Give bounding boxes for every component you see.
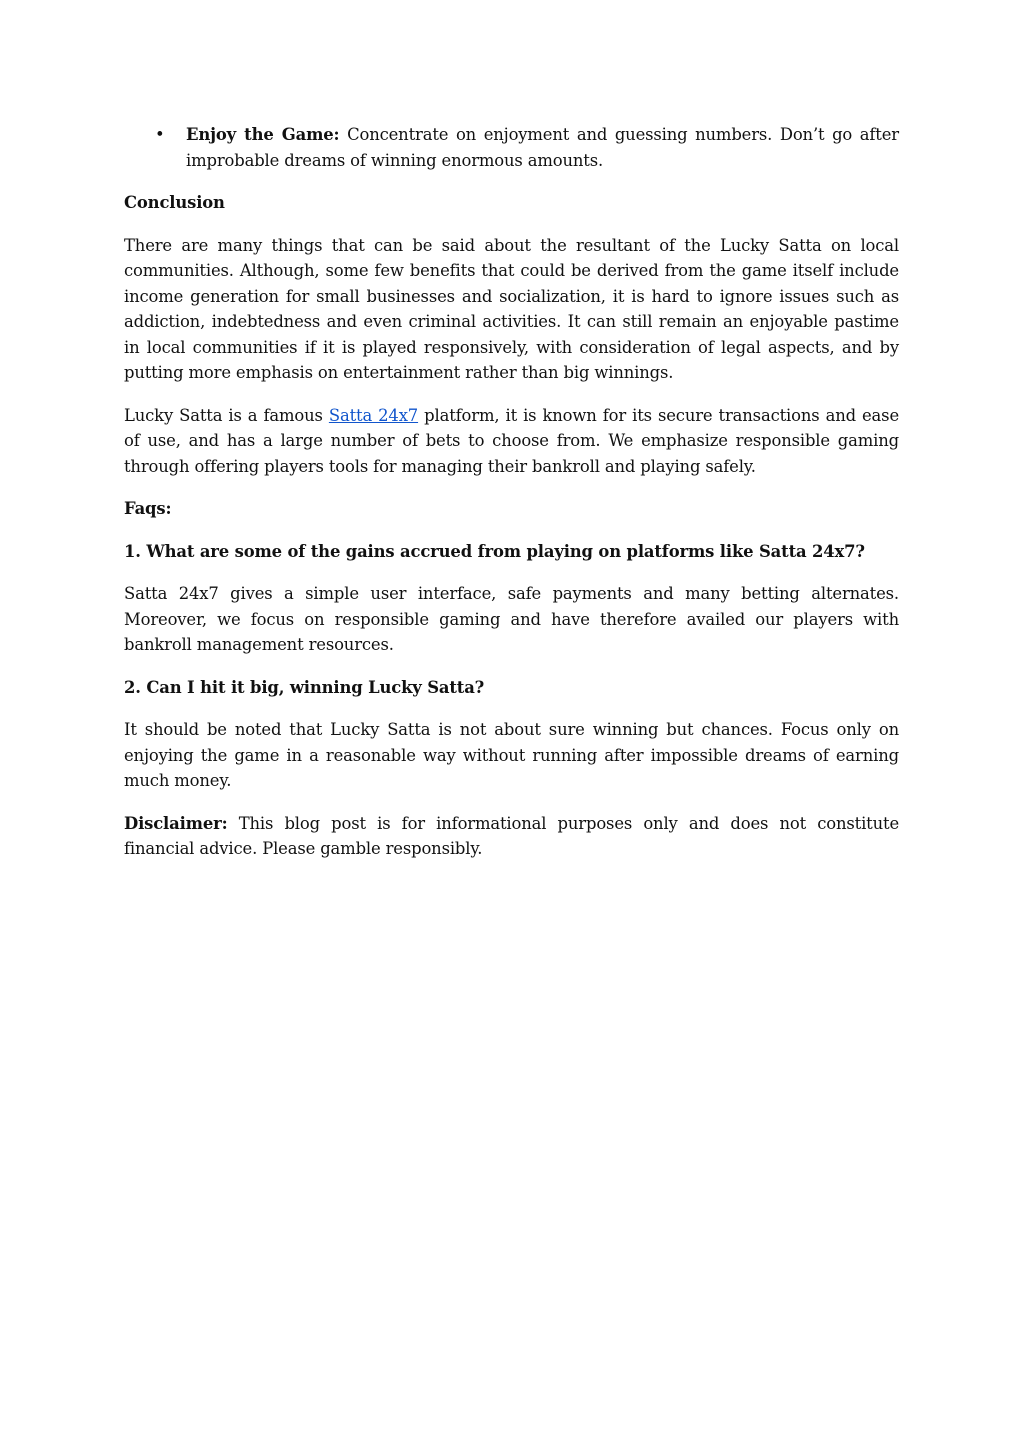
faq-answer-1: Satta 24x7 gives a simple user interface, safe payments and many betting alternates. Moreover, we focus on responsible gaming and have therefore availed our players with bankroll management resources. (124, 584, 899, 654)
faq-question-1: 1. What are some of the gains accrued from playing on platforms like Satta 24x7? (124, 541, 865, 561)
satta-24x7-link[interactable]: Satta 24x7 (328, 405, 419, 425)
promo-paragraph (124, 403, 899, 480)
disclaimer-paragraph (124, 811, 899, 862)
faq-answer-2: It should be noted that Lucky Satta is not about sure winning but chances. Focus only on enjoying the game in a reasonable way without running after impossible dreams of earning much money. (124, 720, 899, 790)
document-page (124, 122, 899, 879)
promo-text-after: platform, it is known for its secure transactions and ease of use, and has a large number of bets to choose from. We emphasize responsible gaming through offering players tools for managing their bankroll and playing safely. (124, 405, 899, 476)
tips-list (124, 122, 899, 173)
conclusion-heading: Conclusion (124, 193, 225, 212)
disclaimer-label: Disclaimer: (124, 813, 228, 833)
tip-text: Concentrate on enjoyment and guessing numbers. Don’t go after improbable dreams of winning enormous amounts. (186, 125, 899, 170)
faq-question-2: 2. Can I hit it big, winning Lucky Satta? (124, 677, 485, 697)
faqs-heading: Faqs: (124, 499, 172, 518)
disclaimer-text: This blog post is for informational purposes only and does not constitute financial advice. Please gamble responsibly. (124, 813, 899, 858)
bullet-marker: • (155, 125, 165, 144)
conclusion-paragraph: There are many things that can be said about the resultant of the Lucky Satta on local communities. Although, some few benefits that could be derived from the game itself include income generation for small businesses and socialization, it is hard to ignore issues such as addiction, indebtedness and even criminal activities. It can still remain an enjoyable pastime in local communities if it is played responsively, with consideration of legal aspects, and by putting more emphasis on entertainment rather than big winnings. (124, 235, 899, 382)
promo-text-before: Lucky Satta is a famous (124, 405, 329, 425)
tip-enjoy-the-game (124, 122, 899, 173)
tip-title: Enjoy the Game: (186, 125, 340, 144)
